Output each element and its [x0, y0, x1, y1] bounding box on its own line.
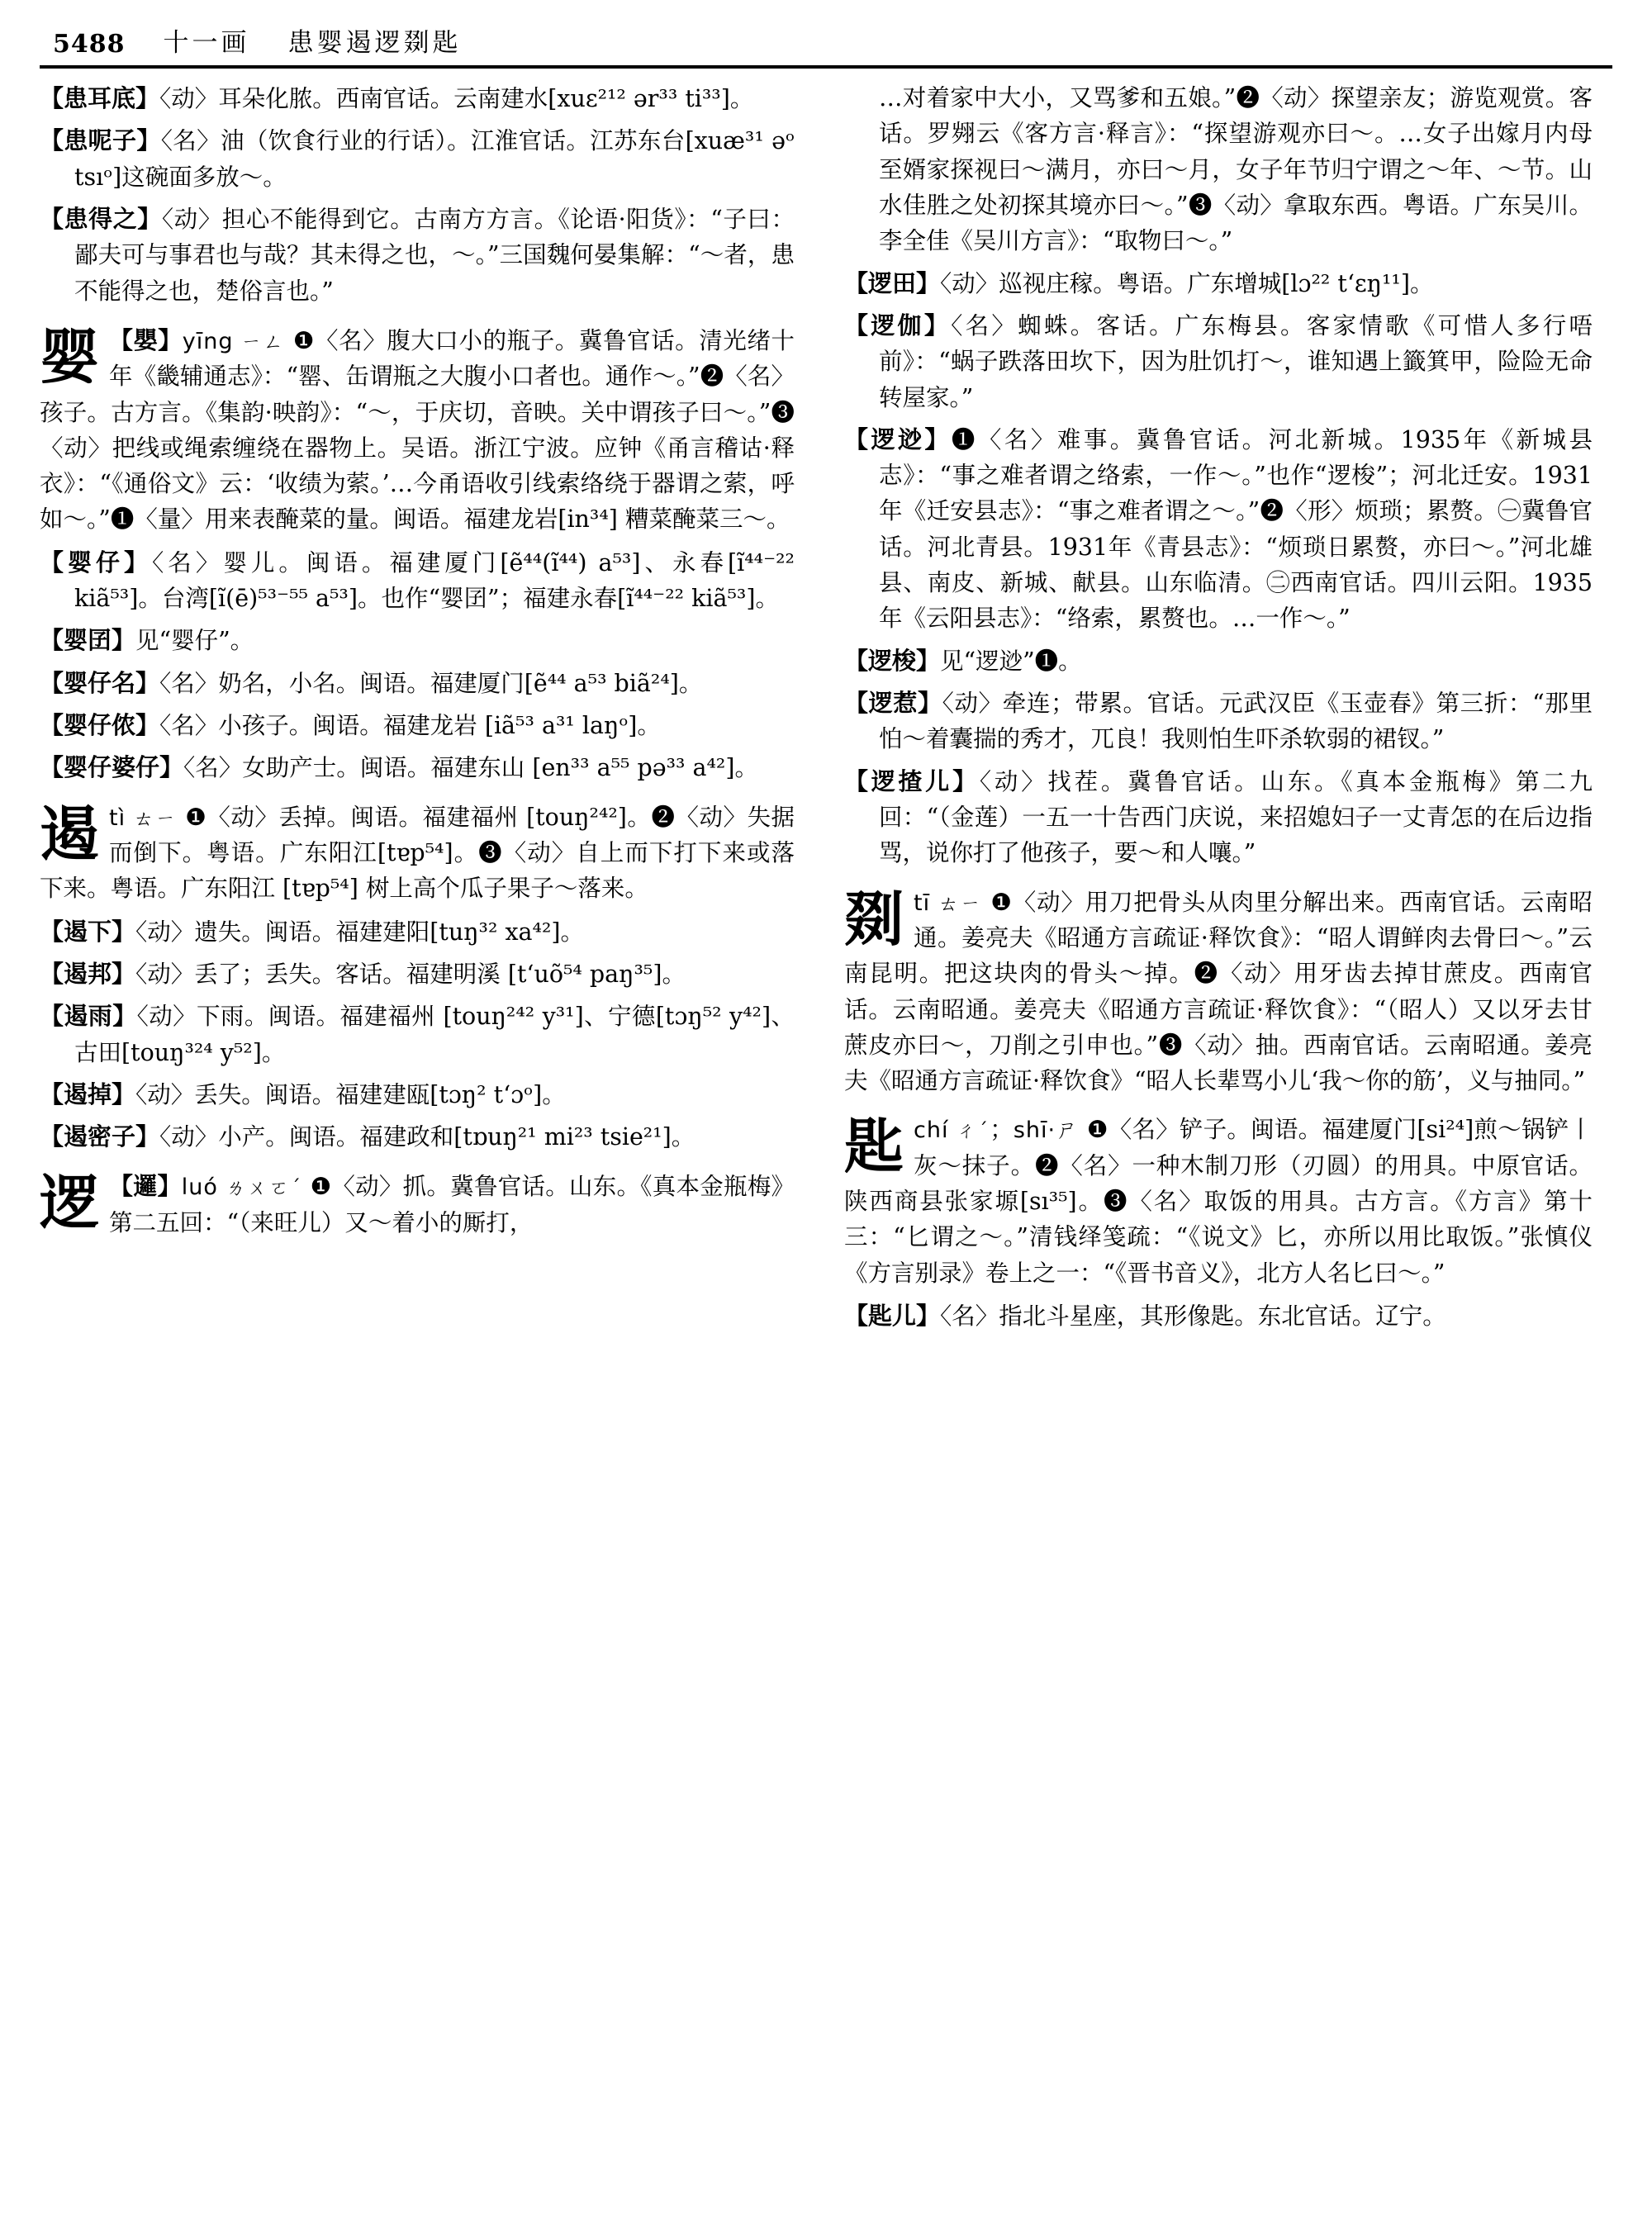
entry-ying-zai-po-zai [40, 749, 795, 785]
big-character: 逻 [40, 1167, 100, 1238]
big-entry-chi: 匙chí ㄔˊ；shī·ㄕ ❶〈名〉铲子。闽语。福建厦门[si²⁴]煎～锅铲丨灰～抹子。❷〈名〉一种木制刀形（刃圆）的用具。中原官话。陕西商县张家塬[sı³⁵]。❸〈名〉取饭的用具。古方言。《方言》第十三：“匕谓之～。”清钱绎笺疏：“《说文》匕，亦所以用比取饭。”张慎仪《方言别录》卷上之一：“《晋书音义》，北方人名匕曰～。” [844, 1111, 1593, 1287]
entry-body: 〈动〉小产。闽语。福建政和[tɒuŋ²¹ mi²³ tsie²¹]。 [159, 1123, 695, 1151]
pinyin: yīng [182, 328, 234, 354]
entry-body: 〈动〉遗失。闽语。福建建阳[tuŋ³² xa⁴²]。 [135, 918, 584, 946]
entry-body: 〈名〉油（饮食行业的行话）。江淮官话。江苏东台[xuæ³¹ əᵒ tsıᵒ]这碗面多放～。 [74, 127, 795, 191]
stroke-count-label: 十一画 [163, 28, 250, 58]
entry-luo-ga [844, 307, 1593, 415]
entry-body: ❶〈动〉用刀把骨头从肉里分解出来。西南官话。云南昭通。姜亮夫《昭通方言疏证·释饮食》：“昭人谓鲜肉去骨曰～。”云南昆明。把这块肉的骨头～掉。❷〈动〉用牙齿去掉甘蔗皮。西南官话。云南昭通。姜亮夫《昭通方言疏证·释饮食》：“（昭人）又以牙去甘蔗皮亦曰～，刀削之引申也。”❸〈动〉抽。西南官话。云南昭通。姜亮夫《昭通方言疏证·释饮食》“昭人长辈骂小儿‘我～你的筋’，义与抽同。” [844, 888, 1593, 1095]
entry-huan-er-di [40, 80, 795, 116]
headword: 【逻惹】 [844, 689, 942, 717]
headword: 【遏下】 [40, 917, 136, 946]
entry-body: …对着家中大小，又骂爹和五娘。”❷〈动〉探望亲友；游览观赏。客话。罗翙云《客方言·释言》：“探望游观亦曰～。…女子出嫁月内母至婿家探视曰～满月，亦曰～月，女子年节归宁谓之～年、～节。山水佳胜之处初探其境亦曰～。”❸〈动〉拿取东西。粤语。广东吴川。李全佳《吴川方言》：“取物曰～。” [879, 84, 1593, 255]
entry-huan-ni-zi [40, 122, 795, 195]
entry-body: 〈名〉小孩子。闽语。福建龙岩 [iã⁵³ a³¹ laŋᵒ]。 [159, 712, 661, 739]
headword: 【婴仔婆仔】 [40, 753, 184, 782]
big-entry-ti [40, 799, 795, 907]
entry-body: 〈动〉丢了；丢失。客话。福建明溪 [t‘uõ⁵⁴ paŋ³⁵]。 [135, 960, 686, 988]
entry-ti-xia [40, 913, 795, 950]
page-columns [40, 80, 1612, 2194]
entry-luo-tian [844, 265, 1593, 301]
big-entry-ying [40, 322, 795, 538]
pinyin: tī [914, 890, 931, 916]
headword: 【婴仔侬】 [40, 711, 160, 739]
entry-body: 〈动〉耳朵化脓。西南官话。云南建水[xuɛ²¹² ər³³ ti³³]。 [159, 85, 754, 112]
right-column [816, 80, 1593, 2194]
pinyin-alt: shī·ㄕ [1013, 1117, 1080, 1144]
entry-body: ❶〈名〉铲子。闽语。福建厦门[si²⁴]煎～锅铲丨灰～抹子。❷〈名〉一种木制刀形（刃圆）的用具。中原官话。陕西商县张家塬[sı³⁵]。❸〈名〉取饭的用具。古方言。《方言》第十三：“匕谓之～。”清钱绎笺疏：“《说文》匕，亦所以用比取饭。”张慎仪《方言别录》卷上之一：“《晋书音义》，北方人名匕曰～。” [844, 1116, 1593, 1287]
entry-ying-zai-nong [40, 707, 795, 743]
headword: 【逻揸儿】 [844, 766, 980, 795]
entry-ti-mi-zi [40, 1118, 795, 1155]
headword: 【婴仔】 [40, 548, 153, 576]
entry-body: 〈动〉下雨。闽语。福建福州 [touŋ²⁴² y³¹]、宁德[tɔŋ⁵² y⁴²]、古田[touŋ³²⁴ y⁵²]。 [74, 1003, 795, 1066]
entry-body: 〈动〉找茬。冀鲁官话。山东。《真本金瓶梅》第二九回：“（金莲）一五一十告西门庆说，来招媳妇子一丈青怎的在后边指骂，说你打了他孩子，要～和人嚷。” [879, 767, 1593, 867]
headword: 【遏密子】 [40, 1122, 160, 1151]
pinyin: tì [109, 804, 126, 831]
headword: 【逻逤】 [844, 425, 952, 453]
entry-body: 〈名〉女助产士。闽语。福建东山 [en³³ a⁵⁵ pə³³ a⁴²]。 [183, 754, 758, 782]
headword: 【逻伽】 [844, 311, 952, 339]
entry-body: 〈动〉牵连；带累。官话。元武汉臣《玉壶春》第三折：“那里怕～着囊揣的秀才，兀良！我则怕生吓杀软弱的裙钗。” [879, 690, 1593, 753]
big-character: 匙 [844, 1111, 904, 1182]
entry-ti-diao [40, 1076, 795, 1113]
headword: 【婴囝】 [40, 626, 136, 655]
left-column [40, 80, 816, 2194]
entry-body: 〈动〉巡视庄稼。粤语。广东增城[lɔ²² t‘ɛŋ¹¹]。 [940, 269, 1434, 297]
entry-body: 〈名〉奶名，小名。闽语。福建厦门[ẽ⁴⁴ a⁵³ biã²⁴]。 [159, 669, 703, 697]
entry-body: 〈名〉指北斗星座，其形像匙。东北官话。辽宁。 [940, 1302, 1446, 1330]
headword: 【遏雨】 [40, 1002, 137, 1031]
big-entry-duo [844, 885, 1593, 1099]
entry-luo-zha-er [844, 763, 1593, 871]
page-number: 5488 [53, 30, 126, 59]
zhuyin: ㄧㄥ [241, 330, 286, 353]
headword: 【婴仔名】 [40, 668, 160, 697]
entry-body: 〈动〉担心不能得到它。古南方方言。《论语·阳货》：“子曰：鄙夫可与事君也与哉？其未得之也，～。”三国魏何晏集解：“～者，患不能得之也，楚俗言也。” [74, 205, 795, 305]
entry-ying-zai [40, 544, 795, 617]
headword: 【患耳底】 [40, 84, 160, 112]
big-entry-luo [40, 1168, 795, 1241]
entry-body: 见“逻逤”❶。 [940, 647, 1082, 675]
zhuyin: ㄊㄧ [938, 891, 983, 915]
entry-body: ❶〈动〉丢掉。闽语。福建福州 [touŋ²⁴²]。❷〈动〉失据而倒下。粤语。广东阳江[tɐp⁵⁴]。❸〈动〉自上而下打下来或落下来。粤语。广东阳江 [tɐp⁵⁴] 树上高个瓜子果子～落来。 [40, 803, 795, 903]
headword: 【遏邦】 [40, 959, 136, 988]
pinyin: chí [914, 1117, 949, 1144]
big-character: 剟 [844, 883, 904, 954]
headword: 【遏掉】 [40, 1079, 136, 1108]
entry-chi-er [844, 1298, 1593, 1334]
zhuyin: ㄊㄧ [133, 806, 178, 830]
entry-body: 见“婴仔”。 [135, 627, 254, 655]
entry-ti-bang [40, 956, 795, 992]
entry-luo-suo-see [844, 643, 1593, 679]
headword: 【匙儿】 [844, 1302, 941, 1330]
variant-character: 【邏】 [109, 1172, 182, 1201]
entry-huan-de-zhi [40, 201, 795, 309]
header-characters: 患婴遏逻剟匙 [287, 28, 462, 58]
entry-body: ❶〈动〉抓。冀鲁官话。山东。《真本金瓶梅》第二五回：“（来旺儿）又～着小的厮打， [109, 1173, 795, 1236]
entry-body: 〈名〉蜘蛛。客话。广东梅县。客家情歌《可惜人多行唔前》：“蜗子跌落田坎下，因为肚饥打～，谁知遇上籤箕甲，险险无命转屋家。” [879, 311, 1593, 411]
entry-body: ❶〈名〉难事。冀鲁官话。河北新城。1935年《新城县志》：“事之难者谓之络索，一作～。”也作“逻梭”；河北迁安。1931年《迁安县志》：“事之难者谓之～。”❷〈形〉烦琐；累赘。㊀冀鲁官话。河北青县。1931年《青县志》：“烦琐日累赘，亦曰～。”河北雄县、南皮、新城、献县。山东临清。㊁西南官话。四川云阳。1935年《云阳县志》：“络索，累赘也。…一作～。” [879, 425, 1593, 633]
entry-ying-jian [40, 622, 795, 658]
big-character: 遏 [40, 798, 100, 869]
variant-character: 【嬰】 [109, 325, 183, 354]
header-rule [40, 65, 1612, 69]
entry-luo-suo [844, 421, 1593, 637]
big-character: 婴 [40, 320, 100, 391]
page-header [40, 21, 1612, 64]
headword: 【患呢子】 [40, 126, 161, 155]
entry-luo-re [844, 685, 1593, 757]
headword: 【逻梭】 [844, 646, 941, 675]
entry-body: 〈动〉丢失。闽语。福建建瓯[tɔŋ² t‘ɔᵒ]。 [135, 1080, 566, 1108]
headword: 【逻田】 [844, 268, 941, 297]
entry-ying-zai-ming [40, 665, 795, 701]
entry-continuation [844, 80, 1593, 259]
zhuyin: ㄌㄨㄛˊ [225, 1176, 303, 1200]
zhuyin: ㄔˊ [956, 1119, 990, 1143]
entry-body: 〈名〉婴儿。闽语。福建厦门[ẽ⁴⁴(ĩ⁴⁴) a⁵³]、永春[ĩ⁴⁴⁻²² kiã⁵³]。台湾[ĩ(ē)⁵³⁻⁵⁵ a⁵³]。也作“婴囝”；福建永春[ĩ⁴⁴⁻²² kiã⁵³]。 [74, 548, 795, 613]
entry-ti-yu [40, 998, 795, 1070]
entry-body: ❶〈名〉腹大口小的瓶子。冀鲁官话。清光绪十年《畿辅通志》：“罂、缶谓瓶之大腹小口者也。通作～。”❷〈名〉孩子。古方言。《集韵·映韵》：“～，于庆切，音映。关中谓孩子曰～。”❸〈动〉把线或绳索缠绕在器物上。吴语。浙江宁波。应钟《甬言稽诂·释衣》：“《通俗文》云：‘收绩为萦。’…今甬语收引线索络绕于器谓之萦，呼如～。”❶〈量〉用来表醃菜的量。闽语。福建龙岩[in³⁴] 糟菜醃菜三～。 [40, 326, 795, 534]
headword: 【患得之】 [40, 204, 162, 233]
pinyin: luó [181, 1174, 218, 1201]
